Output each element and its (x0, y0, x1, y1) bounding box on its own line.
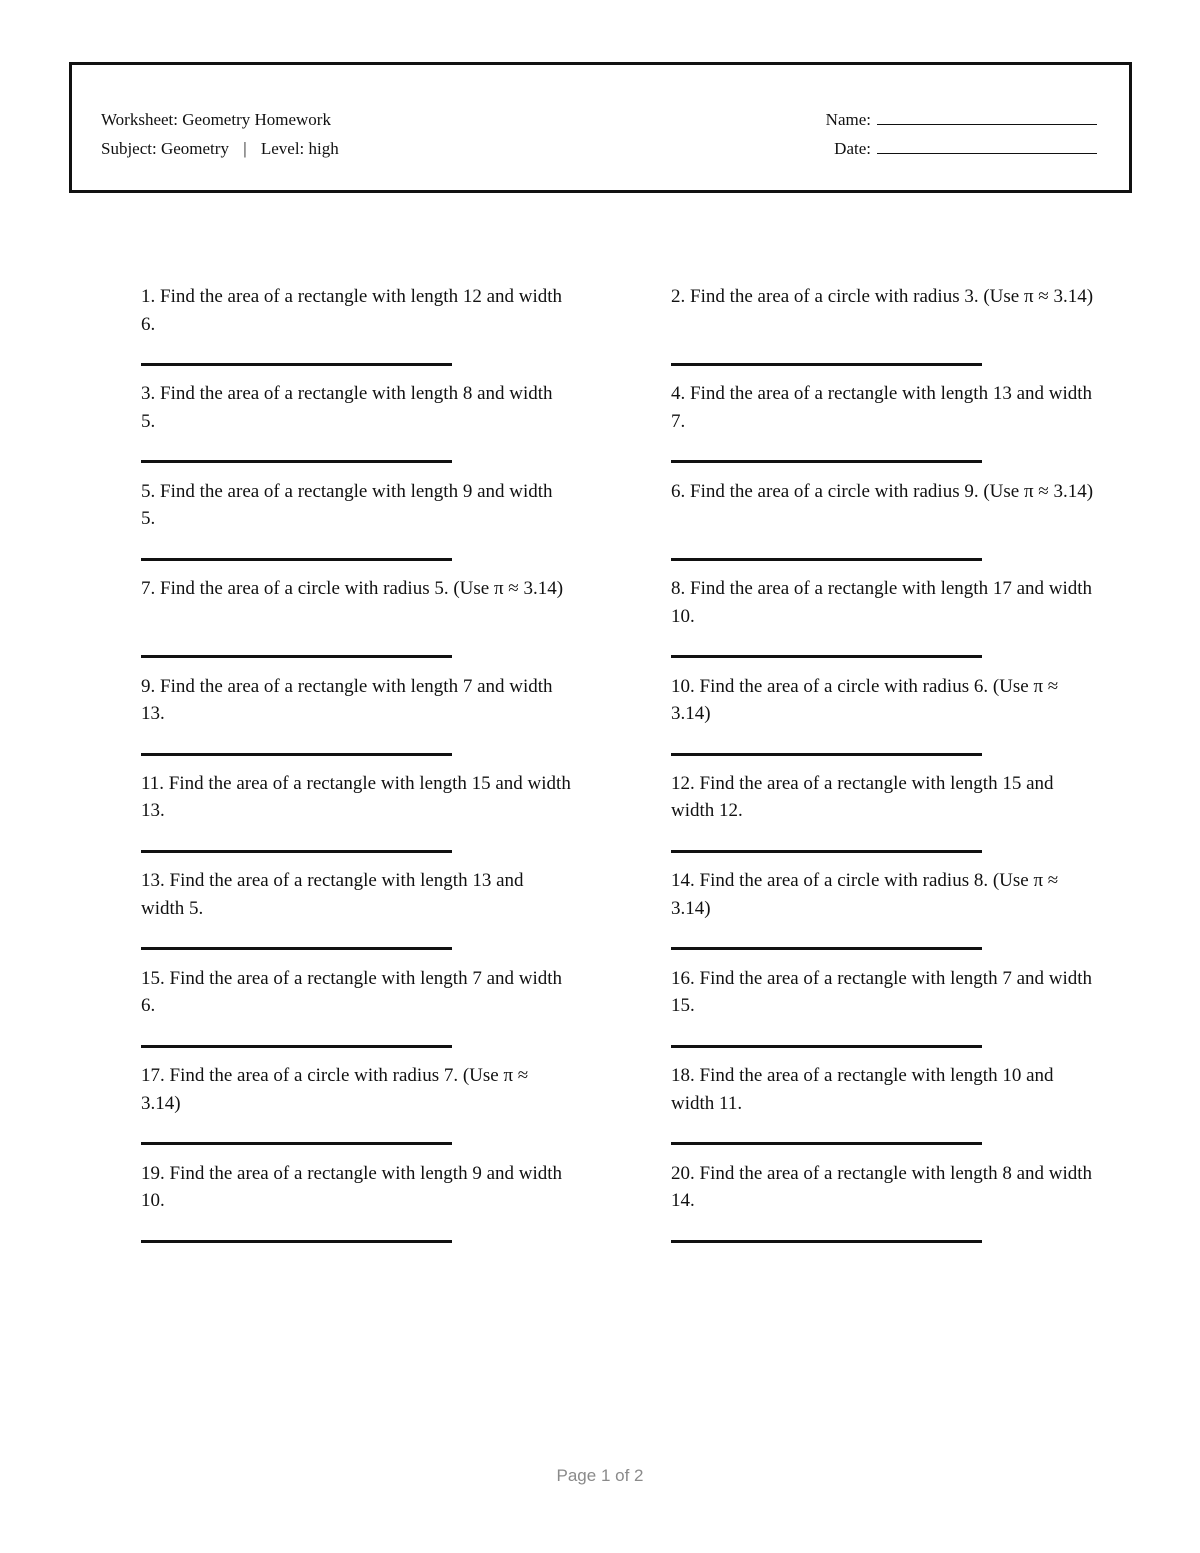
question-text: 9. Find the area of a rectangle with length 7 and width 13. (141, 675, 553, 725)
question-text: 2. Find the area of a circle with radius 3. (Use π ≈ 3.14) (671, 286, 1094, 307)
answer-line (141, 753, 452, 756)
answer-line (141, 460, 452, 463)
name-row (826, 105, 1097, 134)
question-text: 19. Find the area of a rectangle with length 9 and width 10. (141, 1162, 563, 1212)
answer-line (671, 1045, 982, 1048)
question-text: 16. Find the area of a rectangle with length 7 and width 15. (671, 967, 1093, 1017)
header-info (101, 105, 339, 163)
answer-line (141, 850, 452, 853)
question-item (671, 575, 1101, 672)
question-text: 15. Find the area of a rectangle with length 7 and width 6. (141, 967, 563, 1017)
answer-line (141, 363, 452, 366)
question-item (671, 478, 1101, 575)
answer-line (671, 460, 982, 463)
question-text: 1. Find the area of a rectangle with length 12 and width 6. (141, 286, 563, 335)
question-text: 10. Find the area of a circle with radius 6. (Use π ≈ 3.14) (671, 675, 1059, 725)
date-blank (877, 139, 1097, 154)
question-text: 12. Find the area of a rectangle with length 15 and width 12. (671, 772, 1054, 822)
worksheet-title-row (101, 105, 339, 134)
question-grid (141, 283, 1101, 1257)
question-text: 5. Find the area of a rectangle with length 9 and width 5. (141, 480, 553, 530)
worksheet-header (69, 62, 1132, 193)
question-text: 17. Find the area of a circle with radius 7. (Use π ≈ 3.14) (141, 1065, 529, 1114)
answer-line (671, 363, 982, 366)
question-item (671, 380, 1101, 477)
answer-line (141, 1240, 452, 1243)
question-item (141, 283, 571, 380)
level-label: Level: (260, 139, 305, 158)
question-item (141, 478, 571, 575)
question-item (141, 867, 571, 964)
question-text: 4. Find the area of a rectangle with length 13 and width 7. (671, 383, 1093, 432)
question-text: 7. Find the area of a circle with radius 5. (Use π ≈ 3.14) (141, 578, 564, 600)
answer-line (141, 558, 452, 561)
page-number: Page 1 of 2 (556, 1466, 644, 1485)
subject-level-row (101, 134, 339, 163)
level-value: high (308, 139, 339, 158)
question-text: 8. Find the area of a rectangle with length 17 and width 10. (671, 578, 1093, 627)
subject-value: Geometry (160, 139, 229, 158)
answer-line (671, 558, 982, 561)
question-text: 11. Find the area of a rectangle with length 15 and width 13. (141, 772, 571, 822)
answer-line (671, 947, 982, 950)
question-text: 18. Find the area of a rectangle with length 10 and width 11. (671, 1065, 1054, 1114)
answer-line (671, 1240, 982, 1243)
worksheet-label: Worksheet: (101, 110, 178, 129)
question-item (671, 867, 1101, 964)
answer-line (671, 1142, 982, 1145)
question-item (141, 1160, 571, 1257)
question-text: 6. Find the area of a circle with radius 9. (Use π ≈ 3.14) (671, 480, 1094, 502)
question-item (671, 1160, 1101, 1257)
answer-line (141, 1045, 452, 1048)
subject-label: Subject: (101, 139, 157, 158)
question-item (141, 965, 571, 1062)
question-item (671, 965, 1101, 1062)
question-text: 13. Find the area of a rectangle with length 13 and width 5. (141, 870, 524, 919)
name-label: Name: (825, 110, 871, 129)
question-item (141, 1062, 571, 1159)
name-blank (877, 110, 1097, 125)
question-item (671, 770, 1101, 867)
question-text: 3. Find the area of a rectangle with length 8 and width 5. (141, 383, 553, 432)
answer-line (141, 655, 452, 658)
question-text: 20. Find the area of a rectangle with length 8 and width 14. (671, 1162, 1093, 1212)
answer-line (671, 850, 982, 853)
date-row (826, 134, 1097, 163)
answer-line (141, 1142, 452, 1145)
question-item (141, 770, 571, 867)
worksheet-title: Geometry Homework (182, 110, 331, 129)
header-separator: | (243, 139, 247, 158)
question-item (671, 1062, 1101, 1159)
question-item (141, 380, 571, 477)
question-item (141, 673, 571, 770)
answer-line (671, 655, 982, 658)
answer-line (141, 947, 452, 950)
question-text: 14. Find the area of a circle with radius 8. (Use π ≈ 3.14) (671, 870, 1059, 919)
question-item (141, 575, 571, 672)
date-label: Date: (834, 139, 871, 158)
question-item (671, 673, 1101, 770)
question-item (671, 283, 1101, 380)
answer-line (671, 753, 982, 756)
student-fields (826, 105, 1097, 163)
